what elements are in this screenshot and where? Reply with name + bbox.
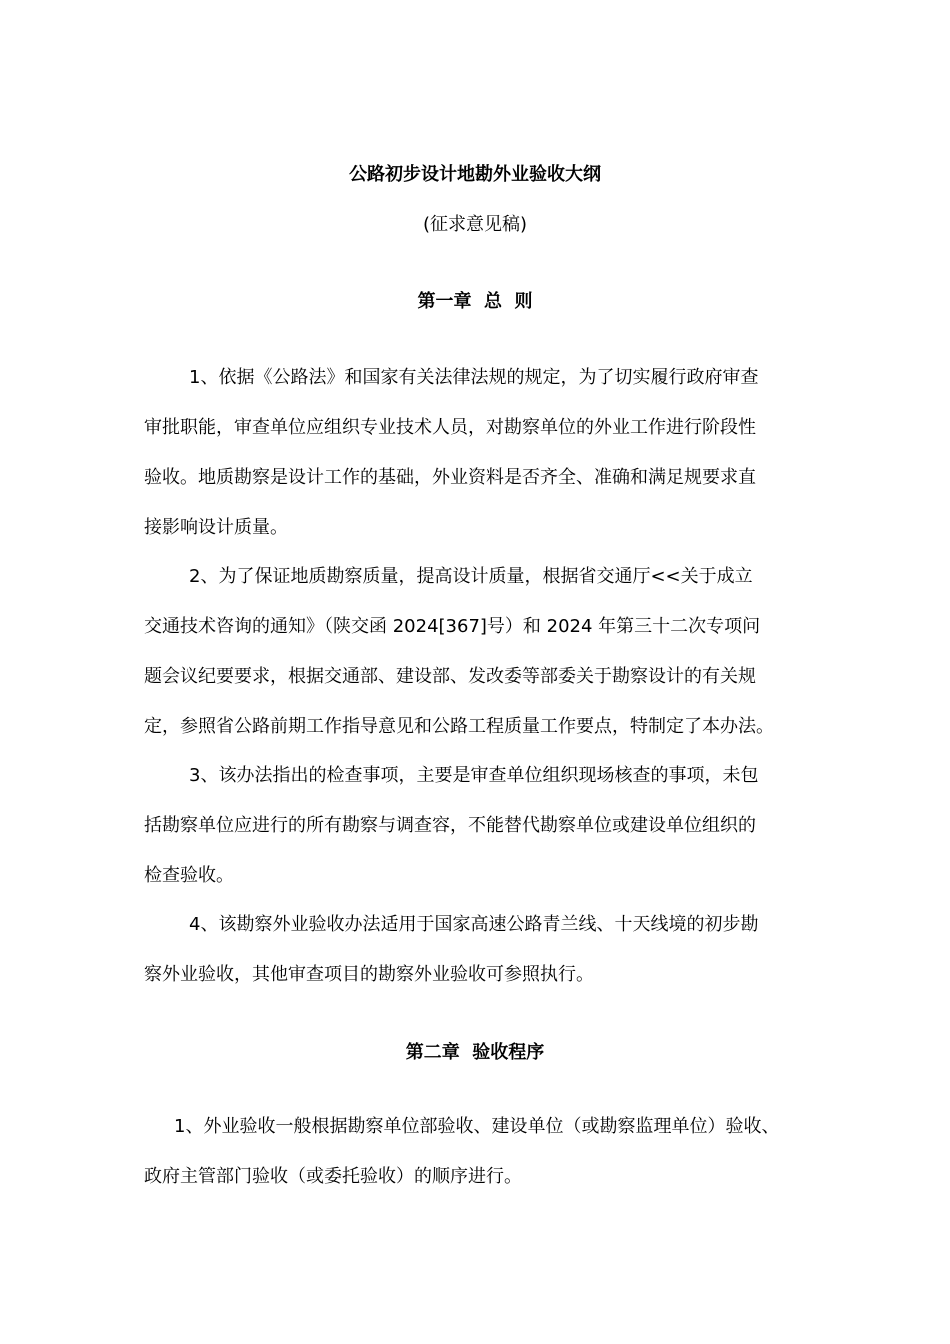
paragraph-line: 1、外业验收一般根据勘察单位部验收、建设单位（或勘察监理单位）验收、 bbox=[174, 1116, 780, 1137]
paragraph-line: 检查验收。 bbox=[144, 865, 234, 886]
paragraph-line: 定，参照省公路前期工作指导意见和公路工程质量工作要点，特制定了本办法。 bbox=[144, 716, 774, 737]
paragraph-line: 3、该办法指出的检查事项，主要是审查单位组织现场核查的事项，未包 bbox=[189, 765, 759, 786]
paragraph-line: 1、依据《公路法》和国家有关法律法规的规定，为了切实履行政府审查 bbox=[189, 367, 759, 388]
paragraph-line: 验收。地质勘察是设计工作的基础，外业资料是否齐全、准确和满足规要求直 bbox=[144, 467, 756, 488]
chapter-2-paragraph-1 bbox=[144, 1102, 810, 1202]
document-subtitle: (征求意见稿) bbox=[422, 214, 528, 235]
document-title: 公路初步设计地勘外业验收大纲 bbox=[349, 164, 601, 185]
paragraph-line: 审批职能，审查单位应组织专业技术人员，对勘察单位的外业工作进行阶段性 bbox=[144, 417, 756, 438]
chapter-1-paragraph-4 bbox=[144, 900, 810, 1000]
paragraph-line: 接影响设计质量。 bbox=[144, 517, 288, 538]
paragraph-line: 2、为了保证地质勘察质量，提高设计质量，根据省交通厅<<关于成立 bbox=[189, 566, 753, 587]
chapter-1-paragraph-2 bbox=[144, 552, 810, 752]
paragraph-line: 察外业验收，其他审查项目的勘察外业验收可参照执行。 bbox=[144, 964, 594, 985]
paragraph-line: 4、该勘察外业验收办法适用于国家高速公路青兰线、十天线境的初步勘 bbox=[189, 914, 759, 935]
chapter-2-heading: 第二章 验收程序 bbox=[405, 1042, 545, 1063]
paragraph-line: 题会议纪要要求，根据交通部、建设部、发改委等部委关于勘察设计的有关规 bbox=[144, 666, 756, 687]
paragraph-line: 括勘察单位应进行的所有勘察与调查容，不能替代勘察单位或建设单位组织的 bbox=[144, 815, 756, 836]
paragraph-line: 政府主管部门验收（或委托验收）的顺序进行。 bbox=[144, 1166, 522, 1187]
chapter-1-paragraph-1 bbox=[144, 353, 810, 553]
chapter-1-paragraph-3 bbox=[144, 751, 810, 901]
chapter-1-heading: 第一章 总 则 bbox=[417, 291, 533, 312]
paragraph-line: 交通技术咨询的通知》（陕交函 2024[367]号）和 2024 年第三十二次专项问 bbox=[144, 616, 761, 637]
